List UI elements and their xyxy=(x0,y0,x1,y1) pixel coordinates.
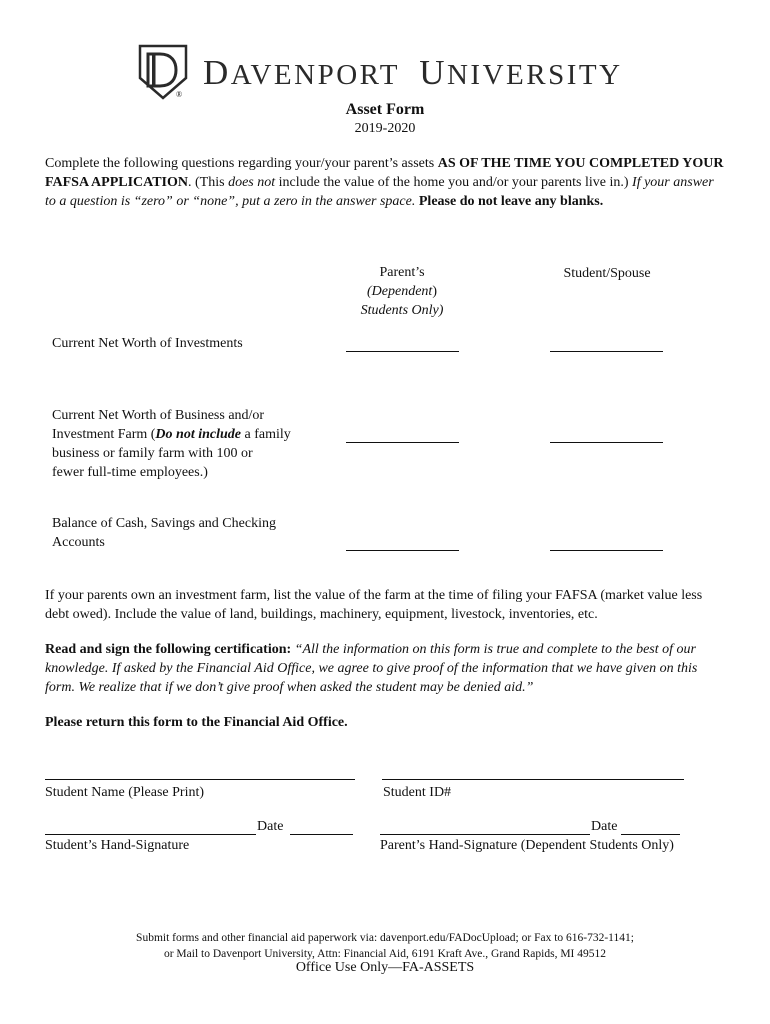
parent-signature-field[interactable] xyxy=(380,834,590,835)
student-date-label: Date xyxy=(257,819,284,834)
parent-signature-label: Parent’s Hand-Signature (Dependent Students Only) xyxy=(380,838,674,853)
form-title: Asset Form xyxy=(345,101,425,118)
business-label: Current Net Worth of Business and/or Investment Farm (Do not include a family business or family farm with 100 or fewer full-time employees.) xyxy=(52,408,291,480)
intro-paragraph: Complete the following questions regarding your/your parent’s assets AS OF THE TIME YOU COMPLETED YOUR FAFSA APPLICATION. (This does not include the value of the home you and/or your parents live in.) If your answer to a question is “zero” or “none”, put a zero in the answer space. Please do not leave any blanks. xyxy=(45,156,724,209)
form-year: 2019-2020 xyxy=(354,121,416,136)
parent-cash-field[interactable] xyxy=(346,550,459,551)
return-note: Please return this form to the Financial Aid Office. xyxy=(45,715,348,730)
university-name: DAVENPORT UNIVERSITY xyxy=(203,53,623,92)
registered-mark: ® xyxy=(176,90,183,99)
cash-label: Balance of Cash, Savings and Checking Accounts xyxy=(52,516,276,550)
parent-date-field[interactable] xyxy=(621,834,680,835)
certification: Read and sign the following certification: “All the information on this form is true and complete to the best of our knowledge. If asked by the Financial Aid Office, we agree to give proof of the information that we have given on this form. We realize that if we don’t give proof when asked the student may be denied aid.” xyxy=(45,642,698,695)
parent-business-field[interactable] xyxy=(346,442,459,443)
student-column-header: Student/Spouse xyxy=(563,266,651,281)
investments-label: Current Net Worth of Investments xyxy=(52,336,243,351)
student-signature-field[interactable] xyxy=(45,834,256,835)
parent-column-header: Parent’s (Dependent) Students Only) xyxy=(360,265,444,318)
student-business-field[interactable] xyxy=(550,442,663,443)
student-signature-label: Student’s Hand-Signature xyxy=(45,838,190,853)
submission-instructions: Submit forms and other financial aid paperwork via: davenport.edu/FADocUpload; or Fax to 616-732-1141; or Mail to Davenport University, Attn: Financial Aid, 6191 Kraft Ave., Grand Rapids, MI 49512 xyxy=(136,932,634,960)
student-date-field[interactable] xyxy=(290,834,353,835)
student-investments-field[interactable] xyxy=(550,351,663,352)
student-cash-field[interactable] xyxy=(550,550,663,551)
student-id-label: Student ID# xyxy=(383,785,452,800)
parent-investments-field[interactable] xyxy=(346,351,459,352)
parent-date-label: Date xyxy=(591,819,618,834)
office-use-label: Office Use Only—FA-ASSETS xyxy=(295,960,475,975)
student-name-label: Student Name (Please Print) xyxy=(45,785,205,800)
farm-note: If your parents own an investment farm, list the value of the farm at the time of filing your FAFSA (market value less debt owed). Include the value of land, buildings, machinery, equipment, livestock, inventories, etc. xyxy=(45,588,703,622)
student-name-field[interactable] xyxy=(45,779,355,780)
student-id-field[interactable] xyxy=(382,779,684,780)
